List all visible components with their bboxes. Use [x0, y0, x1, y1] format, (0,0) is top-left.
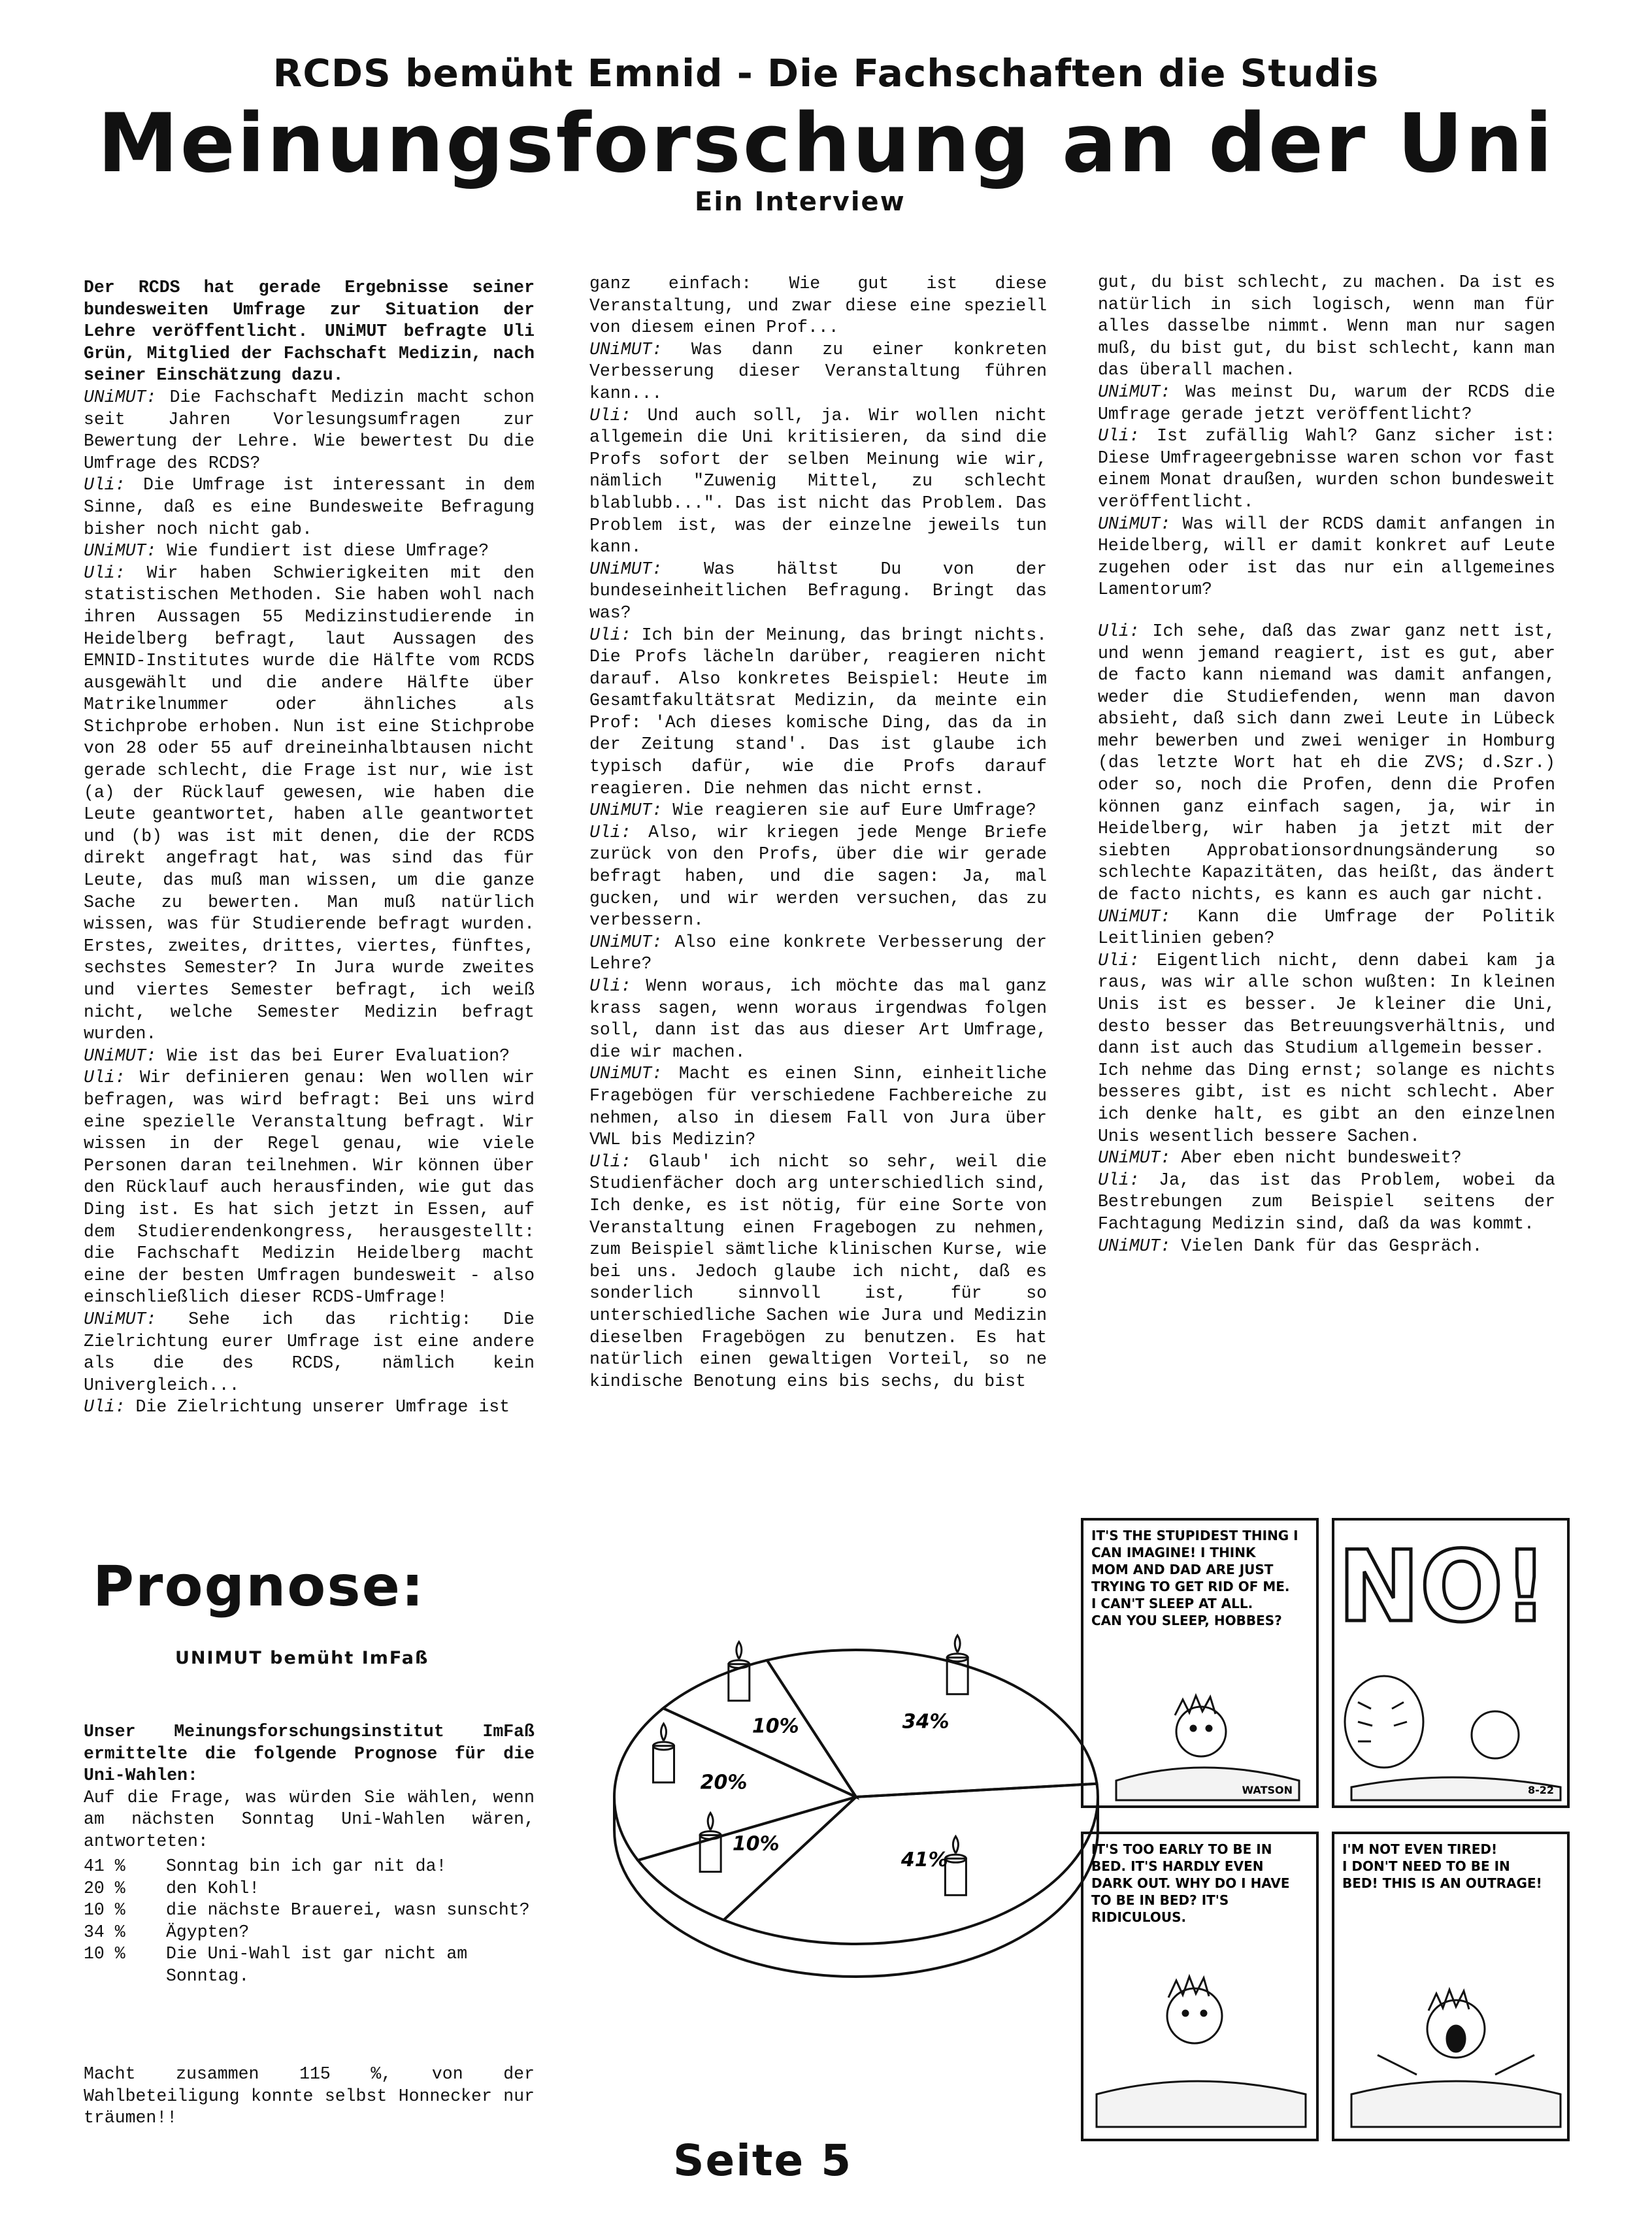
speaker: UNiMUT: [589, 800, 663, 821]
speech-line: DARK OUT. WHY DO I HAVE [1091, 1875, 1290, 1891]
interview-paragraph [84, 563, 535, 1045]
interview-paragraph [1098, 1236, 1555, 1258]
article-column-3 [1098, 272, 1555, 1257]
speaker: UNiMUT: [1098, 1236, 1171, 1256]
result-percent: 10 % [84, 1944, 125, 1964]
article-column-1 [84, 277, 535, 1419]
speaker: UNiMUT: [84, 541, 157, 561]
speaker: Uli: [84, 475, 125, 495]
calvin-bed-figure [1097, 1977, 1306, 2127]
interview-paragraph [589, 405, 1047, 559]
paragraph-text: gut, du bist schlecht, zu machen. Da ist es natürlich in sich logisch, wenn man für alles dasselbe nimmt. Wenn man nur sagen muß, du bist gut, du bist schlecht, kann man das überall machen. [1098, 272, 1555, 380]
interview-paragraph [84, 474, 535, 540]
result-text: Ägypten? [166, 1922, 250, 1942]
interview-paragraph [589, 273, 1047, 339]
interview-paragraph [1098, 382, 1555, 425]
interview-paragraph [589, 822, 1047, 932]
speaker: UNiMUT: [589, 559, 663, 579]
interview-paragraph [84, 1396, 535, 1419]
result-text: den Kohl! [166, 1878, 260, 1898]
interview-paragraph [589, 559, 1047, 625]
speaker: Uli: [84, 1068, 125, 1088]
speech-line: BED. IT'S HARDLY EVEN [1091, 1858, 1264, 1874]
result-text: Die Uni-Wahl ist gar nicht am Sonntag. [166, 1944, 468, 1986]
speaker: UNiMUT: [1098, 514, 1171, 534]
pie-labels [701, 1711, 950, 1871]
result-percent: 41 % [84, 1856, 125, 1876]
interview-paragraph [1098, 1170, 1555, 1236]
hobbes-figure [1345, 1676, 1561, 1800]
result-percent: 20 % [84, 1878, 125, 1898]
paragraph-gap [1098, 601, 1555, 621]
speech-line: IT'S THE STUPIDEST THING I [1091, 1528, 1298, 1543]
speaker: UNiMUT: [1098, 906, 1171, 927]
pie-slices [614, 1650, 1098, 1977]
paragraph-text: Ich nehme das Ding ernst; solange es nichts besseres gibt, ist es nicht schlecht. Aber ich denke halt, es gibt an den einzelnen Unis wesentlich bessere Sachen. [1098, 1060, 1555, 1146]
speaker: Uli: [589, 625, 631, 645]
paragraph-text: Ja, das ist das Problem, wobei da Bestrebungen zum Beispiel seitens der Fachtagung Medizin sind, daß da was kommt. [1098, 1170, 1555, 1234]
paragraph-text: Also, wir kriegen jede Menge Briefe zurück von den Profs, über die wir gerade befragt haben, und die sagen: Ja, mal gucken, und wir werden versuchen, das zu verbessern. [589, 822, 1047, 930]
subhead: Ein Interview [695, 187, 906, 217]
paragraph-text: Sehe ich das richtig: Die Zielrichtung eurer Umfrage ist eine andere als die des RCDS, nämlich kein Univergleich... [84, 1309, 535, 1395]
article-column-2 [589, 273, 1047, 1392]
pie-slice-label: 20% [700, 1771, 748, 1794]
paragraph-text: Aber eben nicht bundesweit? [1170, 1148, 1462, 1168]
paragraph-text: Was hältst Du von der bundeseinheitlichen Befragung. Bringt das was? [589, 559, 1047, 623]
paragraph-text: Die Umfrage ist interessant in dem Sinne, daß es eine Bundesweite Befragung bisher noch nicht gab. [84, 475, 535, 539]
speaker: Uli: [1098, 621, 1140, 641]
paragraph-text: Wenn woraus, ich möchte das mal ganz krass sagen, wenn woraus irgendwas folgen soll, dann ist das aus dieser Art Umfrage, die wir machen. [589, 976, 1047, 1062]
prognose-results [84, 1856, 535, 1988]
paragraph-text: Wie ist das bei Eurer Evaluation? [156, 1045, 510, 1066]
paragraph-text: Wie reagieren sie auf Eure Umfrage? [662, 800, 1036, 821]
speech-line: CAN YOU SLEEP, HOBBES? [1091, 1613, 1282, 1628]
calvin-shouting-figure [1351, 1990, 1561, 2127]
cake-side [614, 1797, 1098, 1977]
speaker: UNiMUT: [84, 387, 157, 407]
paragraph-text: Was meinst Du, warum der RCDS die Umfrage gerade jetzt veröffentlicht? [1098, 382, 1555, 424]
paragraph-text: Also eine konkrete Verbesserung der Lehre? [589, 932, 1047, 974]
article-intro: Der RCDS hat gerade Ergebnisse seiner bundesweiten Umfrage zur Situation der Lehre veröffentlicht. UNiMUT befragte Uli Grün, Mitglied der Fachschaft Medizin, nach seiner Einschätzung dazu. [84, 278, 535, 386]
pie-slice-label: 10% [752, 1715, 799, 1738]
speaker: Uli: [84, 1397, 125, 1417]
speaker: UNiMUT: [84, 1045, 157, 1066]
speech-line: BED! THIS IS AN OUTRAGE! [1342, 1875, 1542, 1891]
panel-2-text: NO! [1338, 1530, 1548, 1644]
speech-line: MOM AND DAD ARE JUST [1091, 1562, 1274, 1577]
prognose-question: Auf die Frage, was würden Sie wählen, wenn am nächsten Sonntag Uni-Wahlen wären, antworteten: [84, 1787, 535, 1851]
result-row [84, 1900, 535, 1922]
comic-signature: WATSON [1242, 1784, 1293, 1796]
speaker: UNiMUT: [589, 339, 663, 359]
page-number: Seite 5 [673, 2135, 853, 2186]
prognose-title: Prognose: [93, 1554, 425, 1619]
interview-paragraph [84, 540, 535, 563]
speaker: Uli: [589, 1151, 631, 1172]
pie-chart [585, 1614, 1127, 2006]
speaker: Uli: [589, 976, 631, 996]
speech-line: I DON'T NEED TO BE IN [1342, 1858, 1510, 1874]
pie-slice [638, 1797, 856, 1920]
paragraph-text: Und auch soll, ja. Wir wollen nicht allgemein die Uni kritisieren, da sind die Profs sofort der selben Meinung wie wir, nämlich "Zuwenig Mittel, zu schlecht blablubb...". Das ist nicht das Problem. Das Problem ist, was der einzelne jeweils tun kann. [589, 405, 1047, 557]
interview-paragraph [84, 387, 535, 474]
interview-paragraph [1098, 425, 1555, 513]
paragraph-text: Wir definieren genau: Wen wollen wir befragen, was wird befragt: Bei uns wird eine spezielle Veranstaltung befragt. Wir wissen in der Regel genau, wie viele Personen daran teilnehmen. Wir können über den Rücklauf auch herausfinden, wie gut das Ding ist. Es hat sich jetzt in Essen, auf dem Studierendenkongress, herausgestellt: die Fachschaft Medizin Heidelberg macht eine der besten Umfragen bundesweit - also einschließlich dieser RCDS-Umfrage! [84, 1068, 535, 1308]
interview-paragraph [589, 932, 1047, 976]
result-text: Sonntag bin ich gar nit da! [166, 1856, 447, 1876]
interview-paragraph [1098, 272, 1555, 382]
interview-paragraph [1098, 621, 1555, 906]
speech-line: TRYING TO GET RID OF ME. [1091, 1579, 1290, 1594]
candle-icon [945, 1836, 966, 1895]
speech-line: RIDICULOUS. [1091, 1909, 1187, 1925]
prognose-intro: Unser Meinungsforschungsinstitut ImFaß ermittelte die folgende Prognose für die Uni-Wahlen: [84, 1722, 535, 1786]
headline: Meinungsforschung an der Uni [97, 97, 1555, 191]
paragraph-text: Ich bin der Meinung, das bringt nichts. Die Profs lächeln darüber, reagieren nicht darauf. Also konkretes Beispiel: Heute im Gesamtfakultätsrat Medizin, da meinte ein Prof: 'Ach dieses komische Ding, das da in der Zeitung stand'. Das ist glaube ich typisch dafür, wie die Profs darauf reagieren. Die nehmen das nicht ernst. [589, 625, 1047, 798]
interview-paragraph [1098, 1060, 1555, 1147]
result-row [84, 1878, 535, 1900]
pie-slice-label: 10% [732, 1832, 780, 1856]
candle-icon [653, 1724, 674, 1783]
result-row [84, 1943, 535, 1987]
panel-1-text [1091, 1528, 1298, 1628]
paragraph-text: Wir haben Schwierigkeiten mit den statistischen Methoden. Sie haben wohl nach ihren Aussagen 55 Medizinstudierende in Heidelberg befragt, laut Aussagen des EMNID-Institutes wurde die Hälfte vom RCDS ausgewählt und die andere Hälfte über Matrikelnummer oder ähnliches als Stichprobe erhoben. Nun ist eine Stichprobe von 28 oder 55 auf dreineinhalbtausen nicht gerade schlecht, die Frage ist nur, wie ist (a) der Rücklauf gewesen, wie haben die Leute geantwortet, haben alle geantwortet und (b) was ist mit denen, die der RCDS direkt angefragt hat, was sind das für Leute, das muß man wissen, um die ganze Sache zu bewerten. Man muß natürlich wissen, was für Studierende befragt wurden. Erstes, zweites, drittes, viertes, fünftes, sechstes Semester? In Jura wurde zweites und viertes Semester befragt, ich weiß nicht, welche Semester Medizin befragt wurden. [84, 563, 535, 1044]
kicker: RCDS bemüht Emnid - Die Fachschaften die Studis [273, 51, 1379, 95]
speaker: UNiMUT: [589, 1064, 663, 1084]
pie-slice-label: 34% [902, 1710, 950, 1734]
result-row [84, 1856, 535, 1878]
prognose-body [84, 1721, 535, 1853]
interview-paragraph [1098, 1147, 1555, 1170]
panel-3-text [1091, 1841, 1290, 1925]
paragraph-text: Macht es einen Sinn, einheitliche Fragebögen für verschiedene Fachbereiche zu nehmen, also in diesem Fall von Jura über VWL bis Medizin? [589, 1064, 1047, 1150]
paragraph-text: Wie fundiert ist diese Umfrage? [156, 541, 489, 561]
paragraph-text: Glaub' ich nicht so sehr, weil die Studienfächer doch arg unterschiedlich sind, Ich denke, es ist nötig, für eine Sorte von Veranstaltung einen Fragebogen zu nehmen, zum Beispiel sämtliche klinischen Kurse, wie bei uns. Jedoch glaube ich nicht, daß es sonderlich sinnvoll ist, für so unterschiedliche Sachen wie Jura und Medizin dieselben Fragebögen zu benutzen. Es hat natürlich einen gewaltigen Vorteil, so ne kindische Benotung eins bis sechs, du bist [589, 1151, 1047, 1391]
prognose-footer: Macht zusammen 115 %, von der Wahlbeteiligung konnte selbst Honnecker nur träumen!! [84, 2064, 535, 2128]
speaker: UNiMUT: [1098, 1148, 1171, 1168]
result-row [84, 1922, 535, 1944]
speech-line: TO BE IN BED? IT'S [1091, 1892, 1229, 1908]
paragraph-text: Die Zielrichtung unserer Umfrage ist [125, 1397, 510, 1417]
speaker: Uli: [84, 563, 125, 583]
interview-paragraph [84, 1067, 535, 1309]
interview-paragraph [589, 339, 1047, 405]
interview-paragraph [589, 976, 1047, 1063]
speech-line: I CAN'T SLEEP AT ALL. [1091, 1596, 1253, 1611]
panel-4-text [1342, 1841, 1542, 1891]
speaker: Uli: [589, 405, 631, 425]
paragraph-text: Vielen Dank für das Gespräch. [1170, 1236, 1483, 1256]
interview-paragraph [589, 1151, 1047, 1393]
result-percent: 34 % [84, 1922, 125, 1942]
interview-paragraph [589, 1063, 1047, 1151]
interview-paragraph [1098, 906, 1555, 950]
paragraph-text: Die Fachschaft Medizin macht schon seit Jahren Vorlesungsumfragen zur Bewertung der Lehre. Wie bewertest Du die Umfrage des RCDS? [84, 387, 535, 473]
paragraph-text: ganz einfach: Wie gut ist diese Veranstaltung, und zwar diese eine speziell von diesem einen Prof... [589, 274, 1047, 338]
interview-paragraph [1098, 950, 1555, 1060]
interview-paragraph [84, 1045, 535, 1068]
interview-paragraph [589, 625, 1047, 800]
speaker: UNiMUT: [1098, 382, 1171, 402]
speaker: Uli: [589, 822, 631, 842]
prognose-subtitle: UNIMUT bemüht ImFaß [175, 1648, 429, 1668]
comic-strip [1077, 1506, 1574, 2160]
paragraph-text: Was will der RCDS damit anfangen in Heidelberg, will er damit konkret auf Leute zugehen oder ist das nur ein allgemeines Lamentorum? [1098, 514, 1555, 600]
paragraph-text: Eigentlich nicht, denn dabei kam ja raus, was wir alle schon wußten: In kleinen Unis ist es besser. Je kleiner die Uni, desto besser das Betreuungsverhältnis, und dann ist auch das Studium allgemein besser. [1098, 950, 1555, 1059]
result-text: die nächste Brauerei, wasn sunscht? [166, 1900, 530, 1920]
speech-line: CAN IMAGINE! I THINK [1091, 1545, 1256, 1560]
speaker: Uli: [1098, 950, 1140, 970]
speaker: UNiMUT: [589, 932, 663, 952]
paragraph-text: Kann die Umfrage der Politik Leitlinien geben? [1098, 906, 1555, 949]
speech-line: I'M NOT EVEN TIRED! [1342, 1841, 1498, 1857]
interview-paragraph [84, 1309, 535, 1396]
speaker: Uli: [1098, 1170, 1140, 1190]
speaker: Uli: [1098, 426, 1140, 446]
interview-paragraph [1098, 514, 1555, 601]
paragraph-text: Ist zufällig Wahl? Ganz sicher ist: Diese Umfrageergebnisse waren schon vor fast einem Monat draußen, wurden schon bundesweit veröffentlicht. [1098, 426, 1555, 512]
comic-date: 8-22 [1527, 1784, 1554, 1796]
speaker: UNiMUT: [84, 1309, 157, 1329]
interview-paragraph [589, 800, 1047, 822]
pie-slice-label: 41% [900, 1849, 948, 1872]
speech-line: IT'S TOO EARLY TO BE IN [1091, 1841, 1272, 1857]
paragraph-text: Ich sehe, daß das zwar ganz nett ist, und wenn jemand reagiert, ist es gut, aber de facto kann niemand was damit anfangen, weder die Studiefenden, wenn man davon absieht, daß sich dann zwei Leute in Lübeck mehr bewerben und zwei weniger in Homburg (das letzte Wort hat eh die ZVS; d.Szr.) oder so, noch die Profen, denn die Profen können ganz einfach sagen, ja, wir in Heidelberg, wir haben ja jetzt mit der siebten Approbationsordnungsänderung so schlechte Kapazitäten, das heißt, das ändert de facto nichts, es kann es auch gar nicht. [1098, 621, 1555, 905]
result-percent: 10 % [84, 1900, 125, 1920]
paragraph-text: Was dann zu einer konkreten Verbesserung dieser Veranstaltung führen kann... [589, 339, 1047, 403]
